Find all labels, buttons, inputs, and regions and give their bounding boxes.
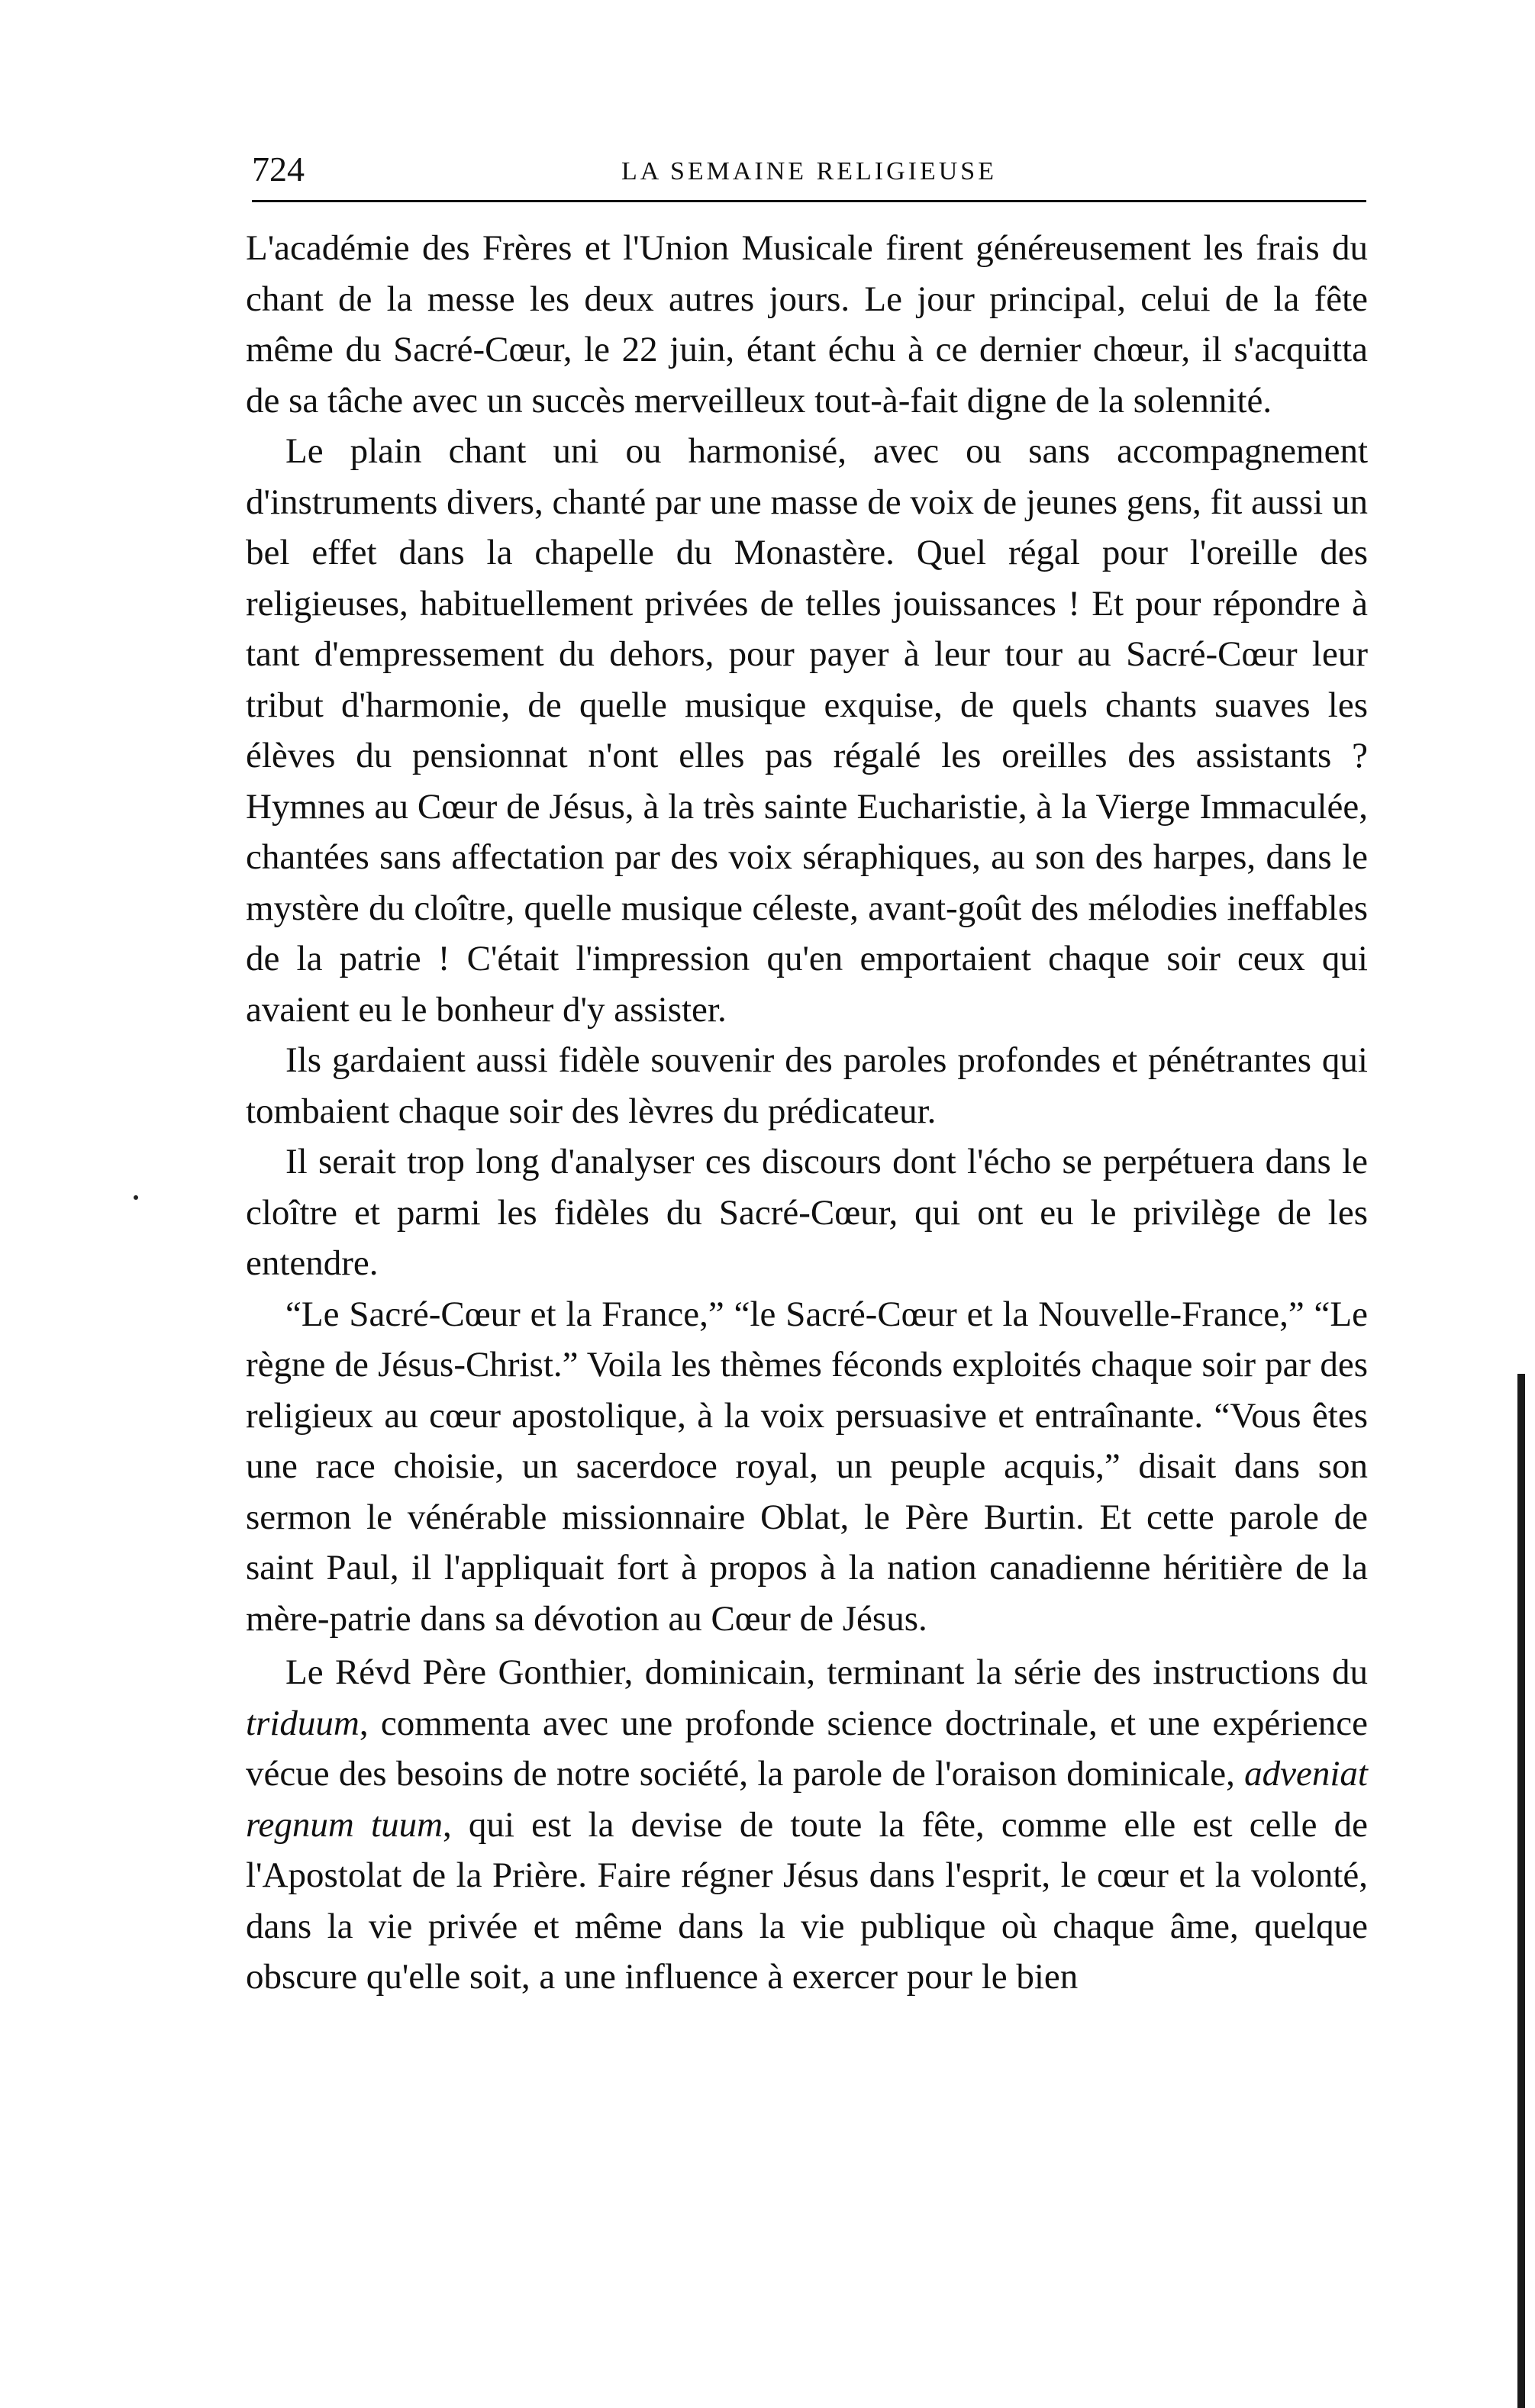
paragraph-5: “Le Sacré-Cœur et la France,” “le Sacré-Cœur et la Nouvelle-France,” “Le règne de Jésus-Christ.” Voila les thèmes féconds exploités chaque soir par des religieux au cœur apostolique, à la voix persuasive et entraînante. “Vous êtes une race choisie, un sacerdoce royal, un peuple acquis,” disait dans son sermon le vénérable missionnaire Oblat, le Père Burtin. Et cette parole de saint Paul, il l'appliquait fort à propos à la nation canadienne héritière de la mère-patrie dans sa dévotion au Cœur de Jésus. [246, 1294, 1368, 1639]
paragraph-6-text-a: Le Révd Père Gonthier, dominicain, terminant la série des instructions du [285, 1652, 1368, 1692]
paragraph-6-text-b: , commenta avec une profonde science doctrinale, et une expérience vécue des besoins de notre société, la parole de l'oraison dominicale, [246, 1703, 1368, 1794]
paragraph-1: L'académie des Frères et l'Union Musicale firent généreusement les frais du chant de la messe les deux autres jours. Le jour principal, celui de la fête même du Sacré-Cœur, le 22 juin, étant échu à ce dernier chœur, il s'acquitta de sa tâche avec un succès merveilleux tout-à-fait digne de la solennité. [246, 228, 1368, 421]
scan-edge-shadow [1517, 1374, 1525, 2408]
paragraph-6 [246, 1647, 1368, 2003]
paragraph-2: Le plain chant uni ou harmonisé, avec ou sans accompagnement d'instruments divers, chanté par une masse de voix de jeunes gens, fit aussi un bel effet dans la chapelle du Monastère. Quel régal pour l'oreille des religieuses, habituellement privées de telles jouissances ! Et pour répondre à tant d'empressement du dehors, pour payer à leur tour au Sacré-Cœur leur tribut d'harmonie, de quelle musique exquise, de quels chants suaves les élèves du pensionnat n'ont elles pas régalé les oreilles des assistants ? Hymnes au Cœur de Jésus, à la très sainte Eucharistie, à la Vierge Immaculée, chantées sans affectation par des voix séraphiques, au son des harpes, dans le mystère du cloître, quelle musique céleste, avant-goût des mélodies ineffables de la patrie ! C'était l'impression qu'en emportaient chaque soir ceux qui avaient eu le bonheur d'y assister. [246, 431, 1368, 1030]
body-text [246, 223, 1368, 2003]
paragraph-3: Ils gardaient aussi fidèle souvenir des paroles profondes et pénétrantes qui tombaient chaque soir des lèvres du prédicateur. [246, 1040, 1368, 1131]
scan-speck [134, 1195, 138, 1200]
paragraph-4: Il serait trop long d'analyser ces discours dont l'écho se perpétuera dans le cloître et parmi les fidèles du Sacré-Cœur, qui ont eu le privilège de les entendre. [246, 1142, 1368, 1283]
paragraph-6-italic-adveniat: adveniat regnum tuum [246, 1754, 1368, 1845]
page-header [252, 147, 1366, 192]
paragraph-6-italic-triduum: triduum [246, 1703, 360, 1743]
paragraph-6-text-c: , qui est la devise de toute la fête, comme elle est celle de l'Apostolat de la Prière. Faire régner Jésus dans l'esprit, le cœur et la volonté, dans la vie privée et même dans la vie publique où chaque âme, quelque obscure qu'elle soit, a une influence à exercer pour le bien [246, 1804, 1368, 1997]
running-title: LA SEMAINE RELIGIEUSE [621, 157, 997, 185]
header-rule [252, 200, 1366, 202]
page-number: 724 [252, 150, 305, 189]
